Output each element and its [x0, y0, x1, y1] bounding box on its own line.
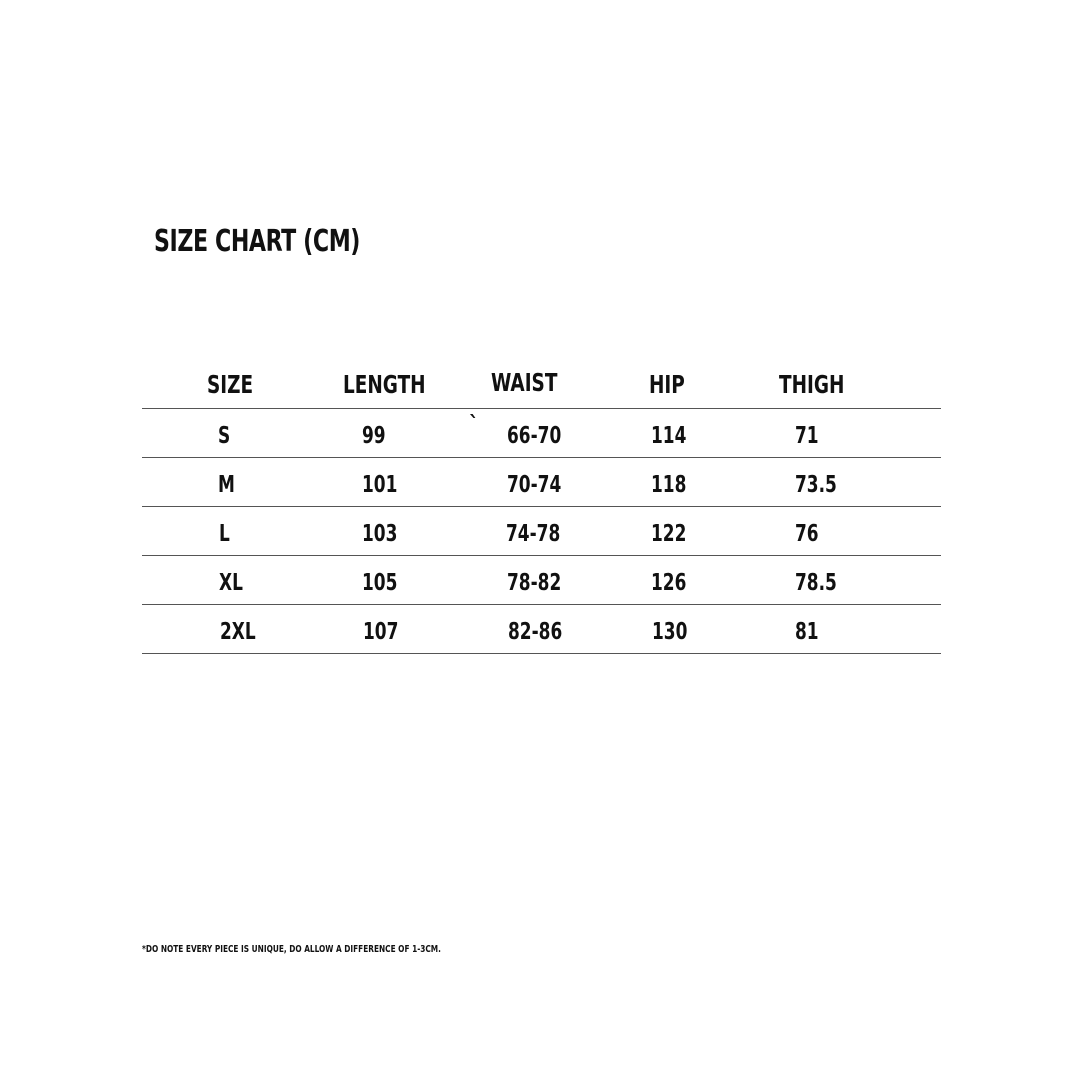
cell-hip: 114 [651, 423, 687, 449]
cell-waist: 70-74 [507, 472, 562, 498]
cell-length: 107 [363, 619, 399, 645]
cell-hip: 122 [651, 521, 687, 547]
cell-thigh: 73.5 [795, 472, 837, 498]
header-thigh: THIGH [779, 370, 845, 399]
cell-size: M [218, 472, 235, 498]
cell-size: 2XL [220, 619, 256, 645]
table-row [142, 605, 941, 654]
cell-hip: 130 [652, 619, 688, 645]
table-row [142, 507, 941, 556]
cell-thigh: 81 [795, 619, 819, 645]
cell-size: S [218, 423, 231, 449]
cell-hip: 126 [651, 570, 687, 596]
cell-thigh: 78.5 [795, 570, 837, 596]
cell-size: L [219, 521, 230, 547]
cell-hip: 118 [651, 472, 687, 498]
cell-waist: 74-78 [506, 521, 561, 547]
size-table [142, 360, 941, 654]
cell-length: 101 [362, 472, 398, 498]
header-hip: HIP [649, 370, 685, 399]
cell-waist: 78-82 [507, 570, 562, 596]
table-header-row [142, 360, 941, 409]
page-title: SIZE CHART (CM) [154, 224, 361, 259]
table-row [142, 409, 941, 458]
cell-waist: 66-70 [507, 423, 562, 449]
footnote: *DO NOTE EVERY PIECE IS UNIQUE, DO ALLOW A DIFFERENCE OF 1-3CM. [142, 944, 441, 955]
cell-length: 105 [362, 570, 398, 596]
cell-size: XL [219, 570, 243, 596]
cell-waist: 82-86 [508, 619, 563, 645]
cell-length: 103 [362, 521, 398, 547]
table-row [142, 458, 941, 507]
header-waist: WAIST [491, 368, 558, 397]
header-length: LENGTH [343, 370, 426, 399]
cell-thigh: 71 [795, 423, 819, 449]
table-row [142, 556, 941, 605]
cell-length: 99 [362, 423, 386, 449]
cell-thigh: 76 [795, 521, 819, 547]
stray-mark: ` [469, 413, 479, 438]
header-size: SIZE [207, 370, 254, 399]
